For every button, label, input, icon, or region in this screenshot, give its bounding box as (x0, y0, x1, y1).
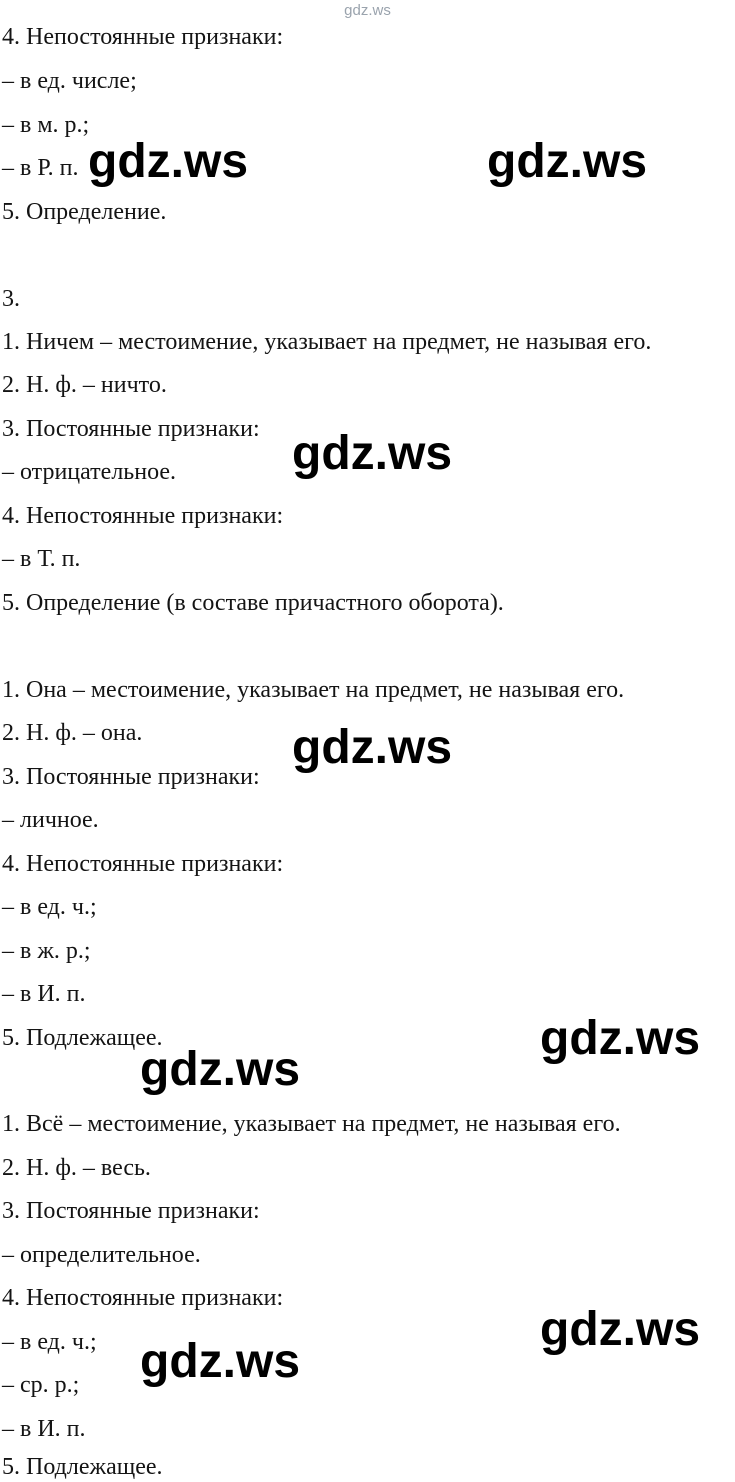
text-line: 2. Н. ф. – весь. (2, 1155, 151, 1181)
text-line: – в Р. п. (2, 155, 79, 181)
text-line: 1. Ничем – местоимение, указывает на предмет, не называя его. (2, 329, 652, 355)
watermark: gdz.ws (88, 135, 249, 188)
text-line: 4. Непостоянные признаки: (2, 851, 284, 877)
watermark: gdz.ws (140, 1043, 301, 1096)
text-line: – в И. п. (2, 981, 86, 1007)
text-line: 5. Подлежащее. (2, 1454, 163, 1480)
text-line: – отрицательное. (2, 459, 177, 485)
text-line: – в ед. ч.; (2, 1329, 97, 1355)
text-line: 3. Постоянные признаки: (2, 1198, 260, 1224)
watermark: gdz.ws (292, 427, 453, 480)
text-line: 5. Подлежащее. (2, 1025, 163, 1051)
text-line: 1. Всё – местоимение, указывает на предмет, не называя его. (2, 1111, 621, 1137)
text-line: 5. Определение. (2, 199, 167, 225)
text-line: – в Т. п. (2, 546, 81, 572)
text-line: 4. Непостоянные признаки: (2, 503, 284, 529)
text-line: – в ж. р.; (2, 938, 91, 964)
watermark: gdz.ws (540, 1303, 701, 1356)
text-line: 4. Непостоянные признаки: (2, 24, 284, 50)
text-line: 2. Н. ф. – она. (2, 720, 143, 746)
text-line: – в ед. ч.; (2, 894, 97, 920)
text-line: 1. Она – местоимение, указывает на предмет, не называя его. (2, 677, 625, 703)
text-line: 3. Постоянные признаки: (2, 416, 260, 442)
section-number: 3. (2, 286, 20, 312)
text-line: 3. Постоянные признаки: (2, 764, 260, 790)
text-line: – в ед. числе; (2, 68, 137, 94)
watermark: gdz.ws (292, 721, 453, 774)
top-watermark: gdz.ws (344, 2, 391, 19)
text-line: – определительное. (2, 1242, 201, 1268)
text-line: 2. Н. ф. – ничто. (2, 372, 167, 398)
text-line: 4. Непостоянные признаки: (2, 1285, 284, 1311)
text-line: – в м. р.; (2, 112, 90, 138)
watermark: gdz.ws (487, 135, 648, 188)
watermark: gdz.ws (540, 1012, 701, 1065)
text-line: 5. Определение (в составе причастного оборота). (2, 590, 504, 616)
text-line: – личное. (2, 807, 99, 833)
text-line: – в И. п. (2, 1416, 86, 1442)
watermark: gdz.ws (140, 1335, 301, 1388)
text-line: – ср. р.; (2, 1372, 80, 1398)
